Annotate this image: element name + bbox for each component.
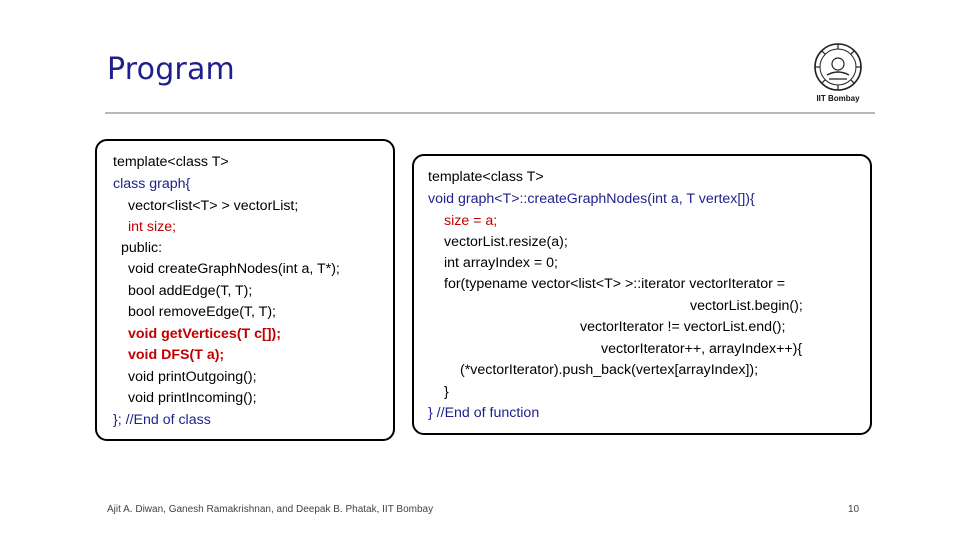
code-line: for(typename vector<list<T> >::iterator vectorIterator = [444,276,786,292]
title-divider [105,112,875,114]
slide-footer: Ajit A. Diwan, Ganesh Ramakrishnan, and Deepak B. Phatak, IIT Bombay [107,504,434,515]
code-line: vectorList.begin(); [690,298,803,314]
code-line: void printOutgoing(); [128,369,257,385]
code-line: template<class T> [428,169,544,185]
code-line: void printIncoming(); [128,390,257,406]
code-line: vectorIterator != vectorList.end(); [580,319,786,335]
code-line: template<class T> [113,154,229,170]
code-line: vectorList.resize(a); [444,234,568,250]
code-line: (*vectorIterator).push_back(vertex[arrayIndex]); [460,362,759,378]
code-line: void graph<T>::createGraphNodes(int a, T vertex[]){ [428,191,755,207]
code-line: bool removeEdge(T, T); [128,304,276,320]
code-line: void createGraphNodes(int a, T*); [128,261,340,277]
logo-caption: IIT Bombay [816,94,860,103]
code-line: vector<list<T> > vectorList; [128,198,299,214]
class-declaration-box [95,139,395,441]
code-line: class graph{ [113,176,191,192]
code-line: } [444,384,449,400]
code-line: int arrayIndex = 0; [444,255,558,271]
code-line: void getVertices(T c[]); [128,326,281,342]
code-line: }; //End of class [113,412,211,428]
code-line: void DFS(T a); [128,347,225,363]
function-definition-box [412,154,872,435]
code-line: bool addEdge(T, T); [128,283,253,299]
code-line: size = a; [444,213,498,229]
slide-title: Program [107,52,235,87]
iit-bombay-logo-icon [813,42,863,92]
code-line: } //End of function [428,405,540,421]
page-number: 10 [848,504,860,515]
code-line: public: [121,240,163,256]
code-line: vectorIterator++, arrayIndex++){ [601,341,803,357]
code-line: int size; [128,219,177,235]
